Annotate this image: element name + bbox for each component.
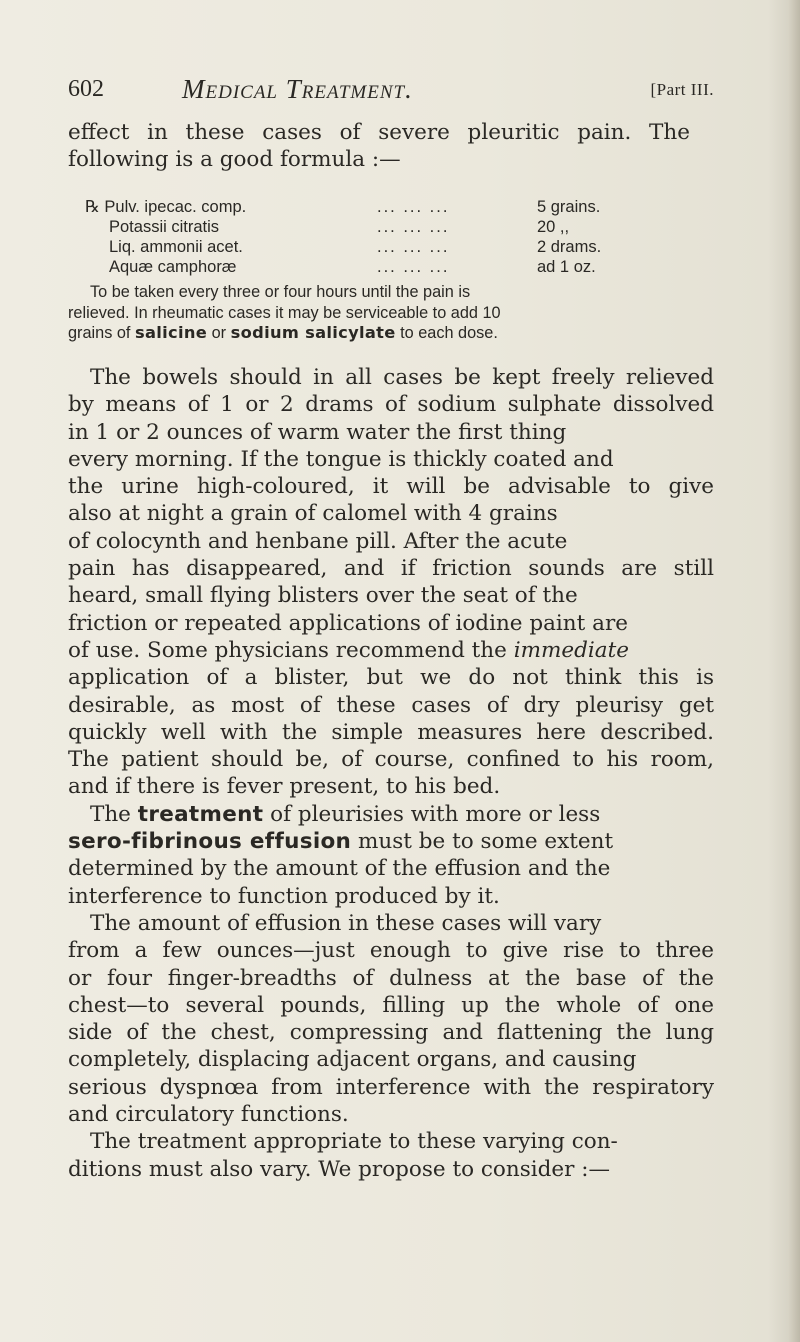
formula-ingredient: ℞ Pulv. ipecac. comp.: [85, 198, 247, 216]
dosage-note: [68, 282, 714, 344]
text-line: the urine high-coloured, it will be advisable to give: [68, 474, 715, 500]
text-line: in 1 or 2 ounces of warm water the first thing: [68, 419, 567, 445]
intro-paragraph: [68, 119, 714, 173]
formula-ingredient: Aquæ camphoræ: [109, 258, 237, 276]
key-term: treatment: [137, 801, 264, 827]
prescription-formula: [85, 197, 710, 277]
emphasis: immediate: [513, 637, 629, 663]
text-line: from a few ounces—just enough to give rise to three: [68, 938, 715, 964]
text-line: of colocynth and henbane pill. After the acute: [68, 528, 568, 554]
text-line: The treatment of pleurisies with more or less: [90, 801, 601, 827]
formula-ingredient: Potassii citratis: [109, 218, 220, 236]
formula-row: [85, 237, 710, 257]
text-line: or four finger-breadths of dulness at the base of the: [68, 965, 714, 991]
leader-dots: ... ... ...: [377, 198, 450, 216]
formula-ingredient: Liq. ammonii acet.: [109, 238, 243, 256]
text-line: effect in these cases of severe pleuritic pain. The: [68, 120, 690, 145]
formula-quantity: 20 ,,: [537, 218, 570, 236]
text-line: and if there is fever present, to his bed.: [68, 774, 501, 800]
formula-quantity: ad 1 oz.: [537, 258, 596, 276]
text-line: serious dyspnœa from interference with the respiratory: [68, 1074, 715, 1100]
formula-row: [85, 217, 710, 237]
drug-name: salicine: [134, 323, 208, 342]
text-line: following is a good formula :—: [68, 147, 401, 172]
text-line: pain has disappeared, and if friction sounds are still: [68, 556, 714, 582]
text-line: sero-fibrinous effusion must be to some extent: [68, 829, 614, 855]
text-line: To be taken every three or four hours until the pain is: [90, 283, 471, 301]
part-label: [Part III.: [650, 80, 714, 99]
text-line: chest—to several pounds, filling up the whole of one: [68, 992, 715, 1018]
text-line: The patient should be, of course, confined to his room,: [68, 747, 714, 773]
formula-quantity: 2 drams.: [537, 238, 602, 256]
text-line: The treatment appropriate to these varying con-: [90, 1129, 618, 1155]
text-line: relieved. In rheumatic cases it may be serviceable to add 10: [68, 303, 501, 322]
text-line: friction or repeated applications of iodine paint are: [68, 610, 628, 636]
page-edge: [788, 0, 800, 1342]
text-line: also at night a grain of calomel with 4 grains: [68, 501, 558, 527]
formula-quantity: 5 grains.: [537, 198, 601, 216]
running-header: [68, 74, 714, 106]
drug-name: sodium salicylate: [230, 323, 396, 342]
text-line: application of a blister, but we do not think this is: [68, 665, 715, 691]
formula-row: [85, 197, 710, 217]
leader-dots: ... ... ...: [377, 258, 450, 276]
text-line: of use. Some physicians recommend the immediate: [68, 637, 629, 663]
recipe-symbol-icon: ℞: [85, 198, 100, 216]
text-line: quickly well with the simple measures here described.: [68, 719, 715, 745]
text-line: desirable, as most of these cases of dry pleurisy get: [68, 692, 714, 718]
text-line: The amount of effusion in these cases will vary: [90, 910, 602, 936]
text-line: determined by the amount of the effusion and the: [68, 856, 611, 882]
text-line: The bowels should in all cases be kept freely relieved: [90, 365, 715, 390]
formula-row: [85, 257, 710, 277]
text-line: heard, small flying blisters over the seat of the: [68, 583, 578, 609]
leader-dots: ... ... ...: [377, 238, 450, 256]
key-term: sero-fibrinous effusion: [68, 829, 352, 855]
text-line: side of the chest, compressing and flattening the lung: [68, 1020, 714, 1046]
text-line: completely, displacing adjacent organs, and causing: [68, 1047, 637, 1073]
text-line: every morning. If the tongue is thickly coated and: [68, 446, 614, 472]
page-number: 602: [68, 76, 104, 102]
text-line: interference to function produced by it.: [68, 883, 500, 909]
body-text: [68, 364, 714, 1183]
running-title: Medical Treatment.: [182, 74, 413, 104]
leader-dots: ... ... ...: [377, 218, 450, 236]
text-line: by means of 1 or 2 drams of sodium sulphate dissolved: [68, 392, 714, 418]
text-line: and circulatory functions.: [68, 1102, 349, 1128]
text-line: ditions must also vary. We propose to consider :—: [68, 1156, 610, 1182]
text-line: grains of salicine or sodium salicylate to each dose.: [68, 323, 498, 342]
